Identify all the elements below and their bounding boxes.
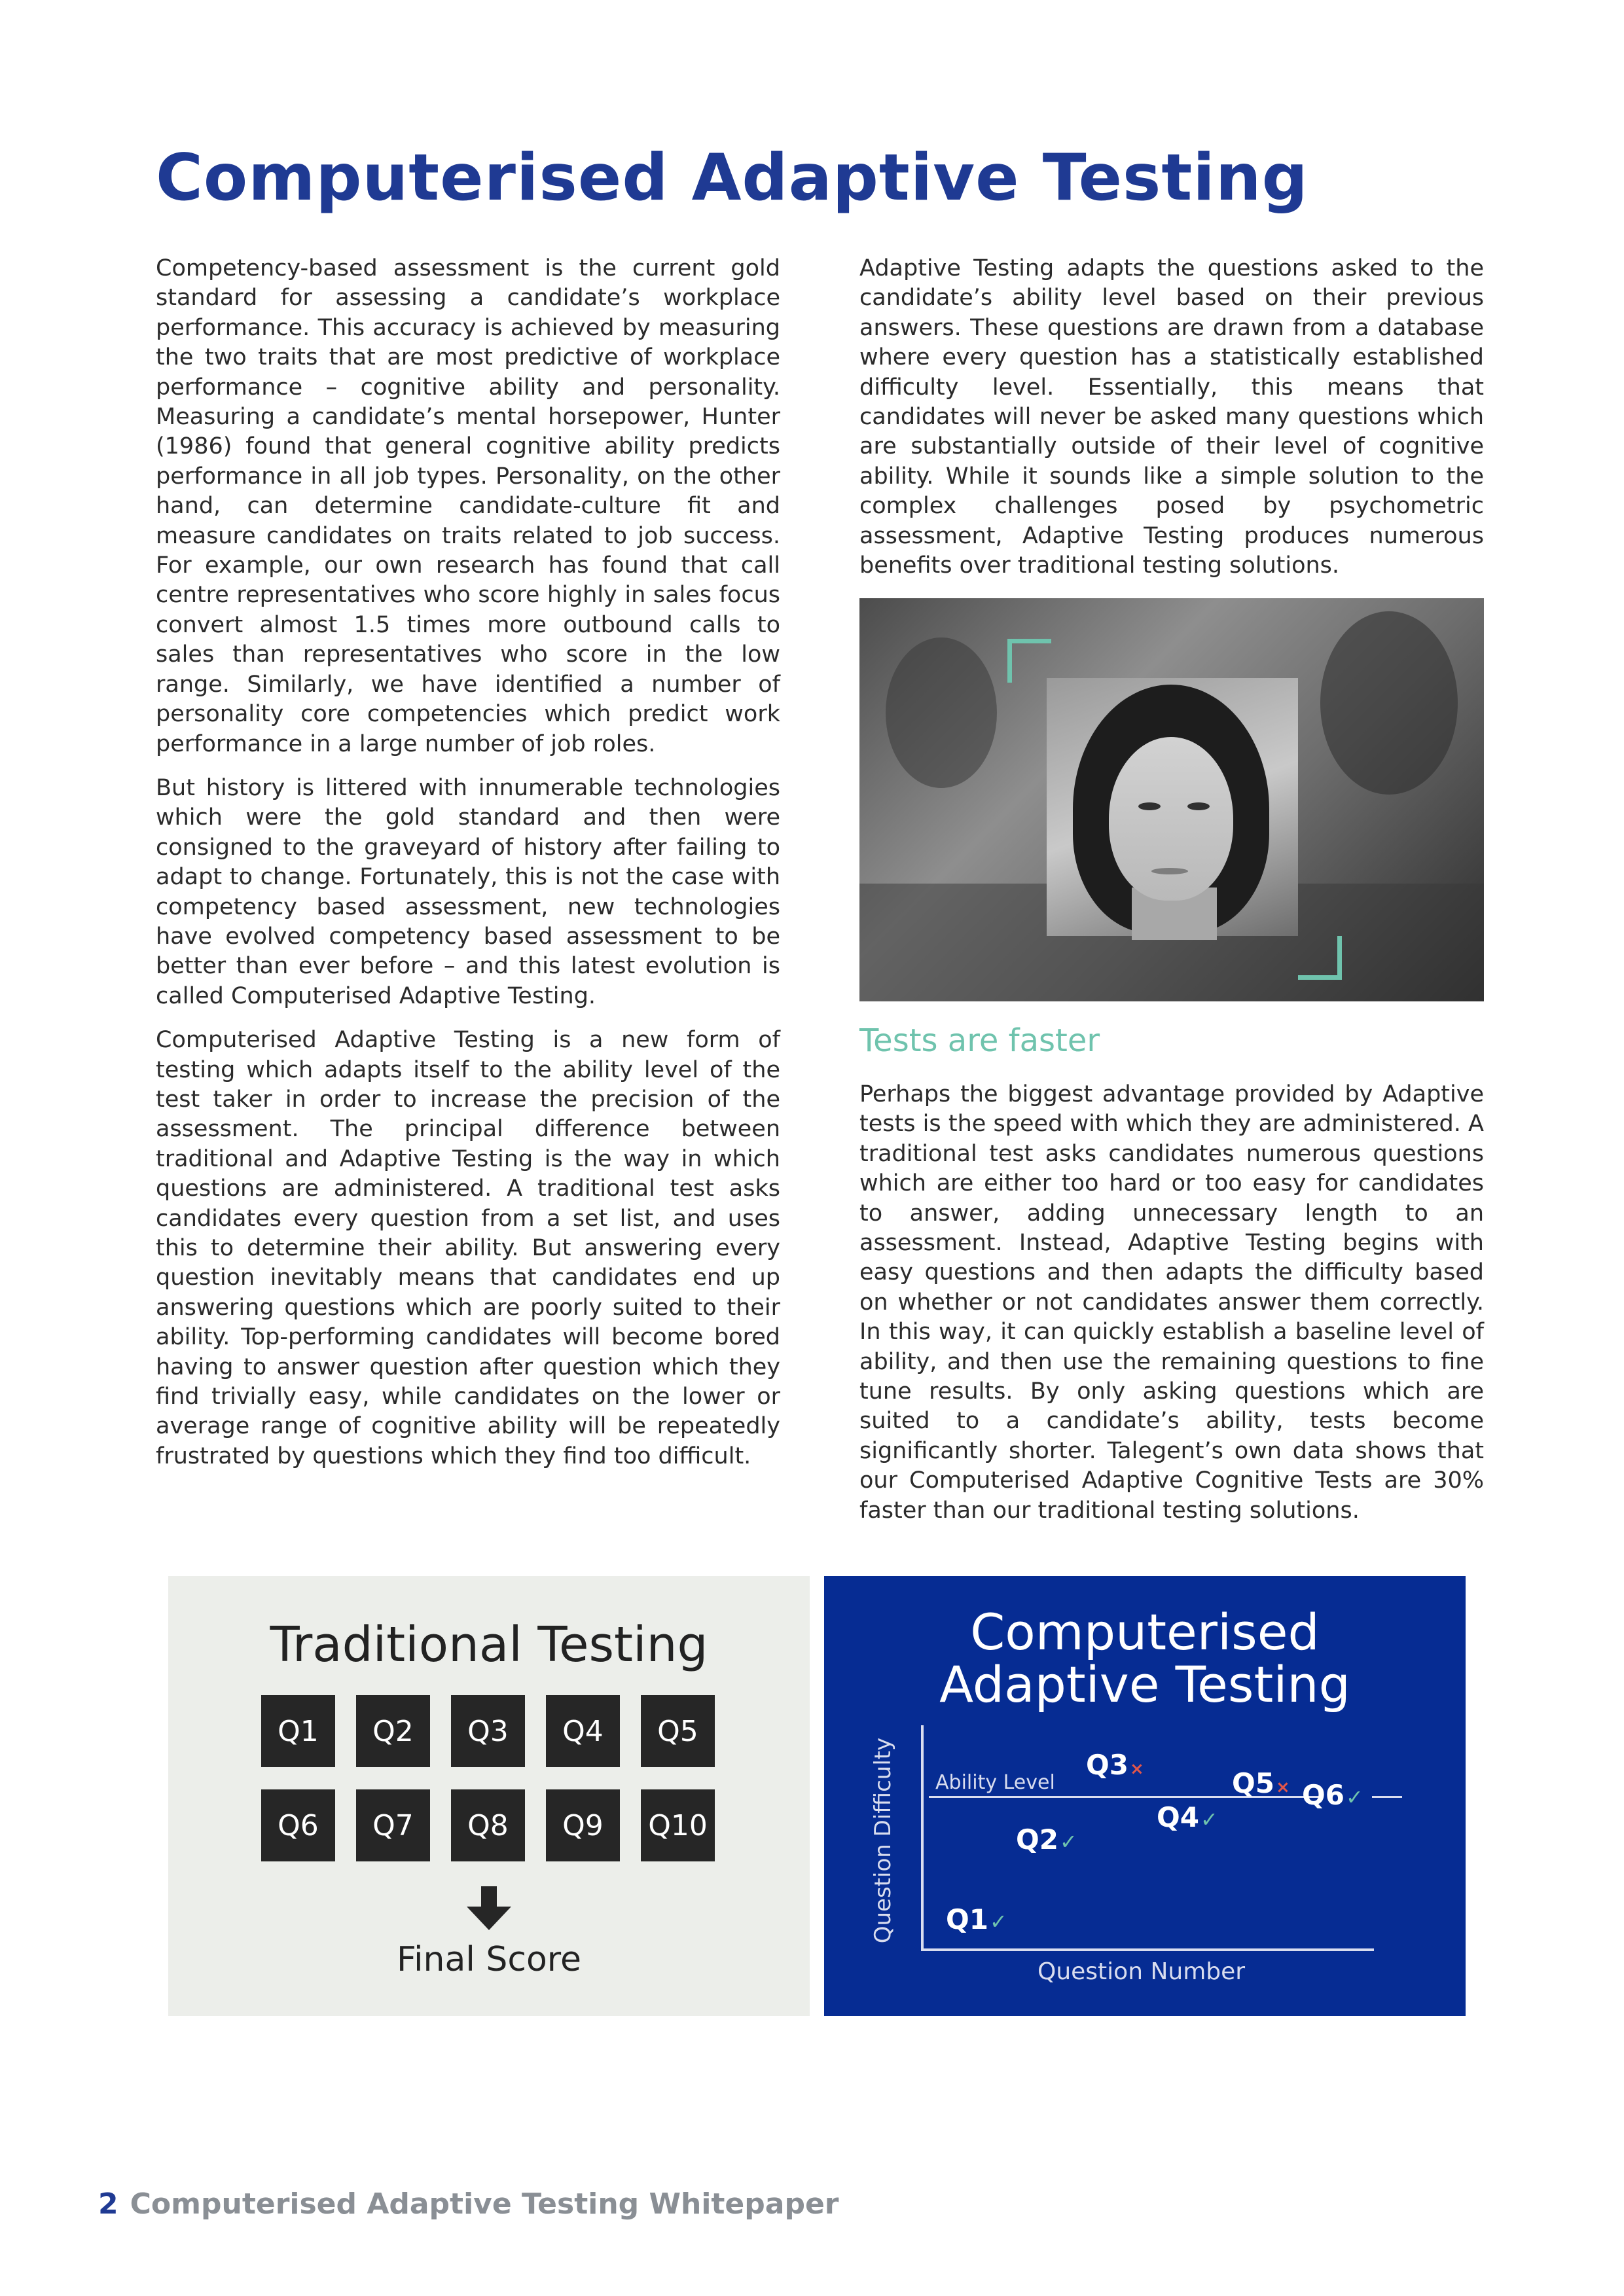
background-figure bbox=[1320, 611, 1458, 795]
x-axis bbox=[921, 1948, 1374, 1951]
left-column bbox=[156, 254, 780, 1486]
portrait-eye bbox=[1187, 802, 1210, 810]
cross-icon: × bbox=[1275, 1778, 1290, 1797]
adaptive-testing-title bbox=[824, 1603, 1466, 1713]
adaptive-title-line2: Adaptive Testing bbox=[939, 1655, 1350, 1713]
question-label: Q4 bbox=[1157, 1801, 1199, 1833]
body-paragraph: Computerised Adaptive Testing is a new form of testing which adapts itself to the ability level of the test taker in order to increase the precision of the assessment. The principal difference between traditional and Adaptive Testing is the way in which questions are administered. A traditional test asks candidates every question from a set list, and uses this to determine their ability. But answering every question inevitably means that candidates end up answering questions which are poorly suited to their ability. Top-performing candidates will become bored having to answer question after question which they find trivially easy, while candidates on the lower or average range of cognitive ability will be repeatedly frustrated by questions which they find too difficult. bbox=[156, 1027, 780, 1469]
adaptive-question-q4 bbox=[1157, 1801, 1218, 1833]
page-number: 2 bbox=[98, 2187, 118, 2221]
question-box: Q2 bbox=[356, 1695, 430, 1767]
adaptive-question-q5 bbox=[1232, 1767, 1290, 1799]
right-column-body bbox=[859, 1080, 1484, 1540]
question-label: Q5 bbox=[1232, 1767, 1274, 1799]
question-label: Q6 bbox=[1302, 1779, 1344, 1811]
x-axis-label: Question Number bbox=[1038, 1958, 1246, 1985]
adaptive-question-q1 bbox=[946, 1903, 1007, 1935]
cross-icon: × bbox=[1129, 1759, 1144, 1779]
question-box: Q8 bbox=[451, 1789, 525, 1861]
body-paragraph: Perhaps the biggest advantage provided by Adaptive tests is the speed with which they are administered. A traditional test asks candidates numerous questions which are either too hard or too easy for candidates to answer, adding unnecessary length to an assessment. Instead, Adaptive Testing begins with easy questions and then adapts the difficulty based on whether or not candidates answer them correctly. In this way, it can quickly establish a baseline level of ability, and then use the remaining questions to fine tune results. By only asking questions which are suited to a candidate’s ability, tests become significantly shorter. Talegent’s own data shows that our Computerised Adaptive Cognitive Tests are 30% faster than our traditional testing solutions. bbox=[859, 1081, 1484, 1524]
section-subheading: Tests are faster bbox=[859, 1022, 1100, 1059]
page-footer bbox=[98, 2187, 839, 2221]
body-paragraph: Adaptive Testing adapts the questions asked to the candidate’s ability level based on their previous answers. These questions are drawn from a database where every question has a statistically established difficulty level. Essentially, this means that candidates will never be asked many questions which are substantially outside of their level of cognitive ability. While it sounds like a simple solution to the complex challenges posed by psychometric assessment, Adaptive Testing produces numerous benefits over traditional testing solutions. bbox=[859, 255, 1484, 579]
ability-level-label: Ability Level bbox=[935, 1771, 1055, 1794]
y-axis-label: Question Difficulty bbox=[870, 1737, 896, 1944]
focus-bracket-bottom-right bbox=[1298, 936, 1342, 980]
question-box: Q5 bbox=[641, 1695, 715, 1767]
arrow-down-icon bbox=[481, 1886, 497, 1909]
check-icon: ✓ bbox=[989, 1909, 1007, 1934]
ability-level-line bbox=[1372, 1796, 1402, 1798]
traditional-testing-title: Traditional Testing bbox=[270, 1617, 708, 1673]
page-title: Computerised Adaptive Testing bbox=[156, 141, 1308, 215]
traditional-testing-panel bbox=[168, 1576, 810, 2016]
candidate-photo bbox=[859, 598, 1484, 1001]
body-paragraph: Competency-based assessment is the current gold standard for assessing a candidate’s workplace performance. This accuracy is achieved by measuring the two traits that are most predictive of workplace performance – cognitive ability and personality. Measuring a candidate’s mental horsepower, Hunter (1986) found that general cognitive ability predicts performance in all job types. Personality, on the other hand, can determine candidate-culture fit and measure candidates on traits related to job success. For example, our own research has found that call centre representatives who score highly in sales focus convert almost 1.5 times more outbound calls to sales than representatives who score in the low range. Similarly, we have identified a number of personality core competencies which predict work performance in a large number of job roles. bbox=[156, 255, 780, 757]
portrait-mouth bbox=[1151, 868, 1188, 874]
final-score-label: Final Score bbox=[396, 1940, 581, 1979]
question-box: Q1 bbox=[261, 1695, 335, 1767]
adaptive-question-q3 bbox=[1086, 1749, 1144, 1781]
adaptive-question-q2 bbox=[1016, 1823, 1077, 1856]
question-box: Q4 bbox=[546, 1695, 620, 1767]
arrow-down-icon bbox=[467, 1907, 511, 1930]
right-column-intro bbox=[859, 254, 1484, 595]
background-figure bbox=[886, 637, 997, 788]
body-paragraph: But history is littered with innumerable technologies which were the gold standard and then were consigned to the graveyard of history after failing to adapt to change. Fortunately, this is not the case with competency based assessment, new technologies have evolved competency based assessment to be better than ever before – and this latest evolution is called Computerised Adaptive Testing. bbox=[156, 774, 780, 1009]
question-box: Q9 bbox=[546, 1789, 620, 1861]
check-icon: ✓ bbox=[1200, 1807, 1218, 1832]
question-box: Q7 bbox=[356, 1789, 430, 1861]
portrait-face bbox=[1109, 737, 1233, 901]
focus-window bbox=[1047, 678, 1298, 936]
check-icon: ✓ bbox=[1059, 1829, 1077, 1854]
adaptive-title-line1: Computerised bbox=[970, 1603, 1320, 1661]
check-icon: ✓ bbox=[1345, 1785, 1363, 1810]
question-label: Q2 bbox=[1016, 1823, 1058, 1856]
question-label: Q1 bbox=[946, 1903, 988, 1935]
question-box: Q10 bbox=[641, 1789, 715, 1861]
portrait-eye bbox=[1138, 802, 1161, 810]
adaptive-question-q6 bbox=[1302, 1779, 1363, 1811]
question-label: Q3 bbox=[1086, 1749, 1128, 1781]
question-box: Q3 bbox=[451, 1695, 525, 1767]
question-box: Q6 bbox=[261, 1789, 335, 1861]
focus-bracket-top-left bbox=[1007, 639, 1051, 683]
y-axis bbox=[921, 1725, 924, 1951]
adaptive-testing-panel bbox=[824, 1576, 1466, 2016]
footer-title: Computerised Adaptive Testing Whitepaper bbox=[130, 2187, 839, 2221]
